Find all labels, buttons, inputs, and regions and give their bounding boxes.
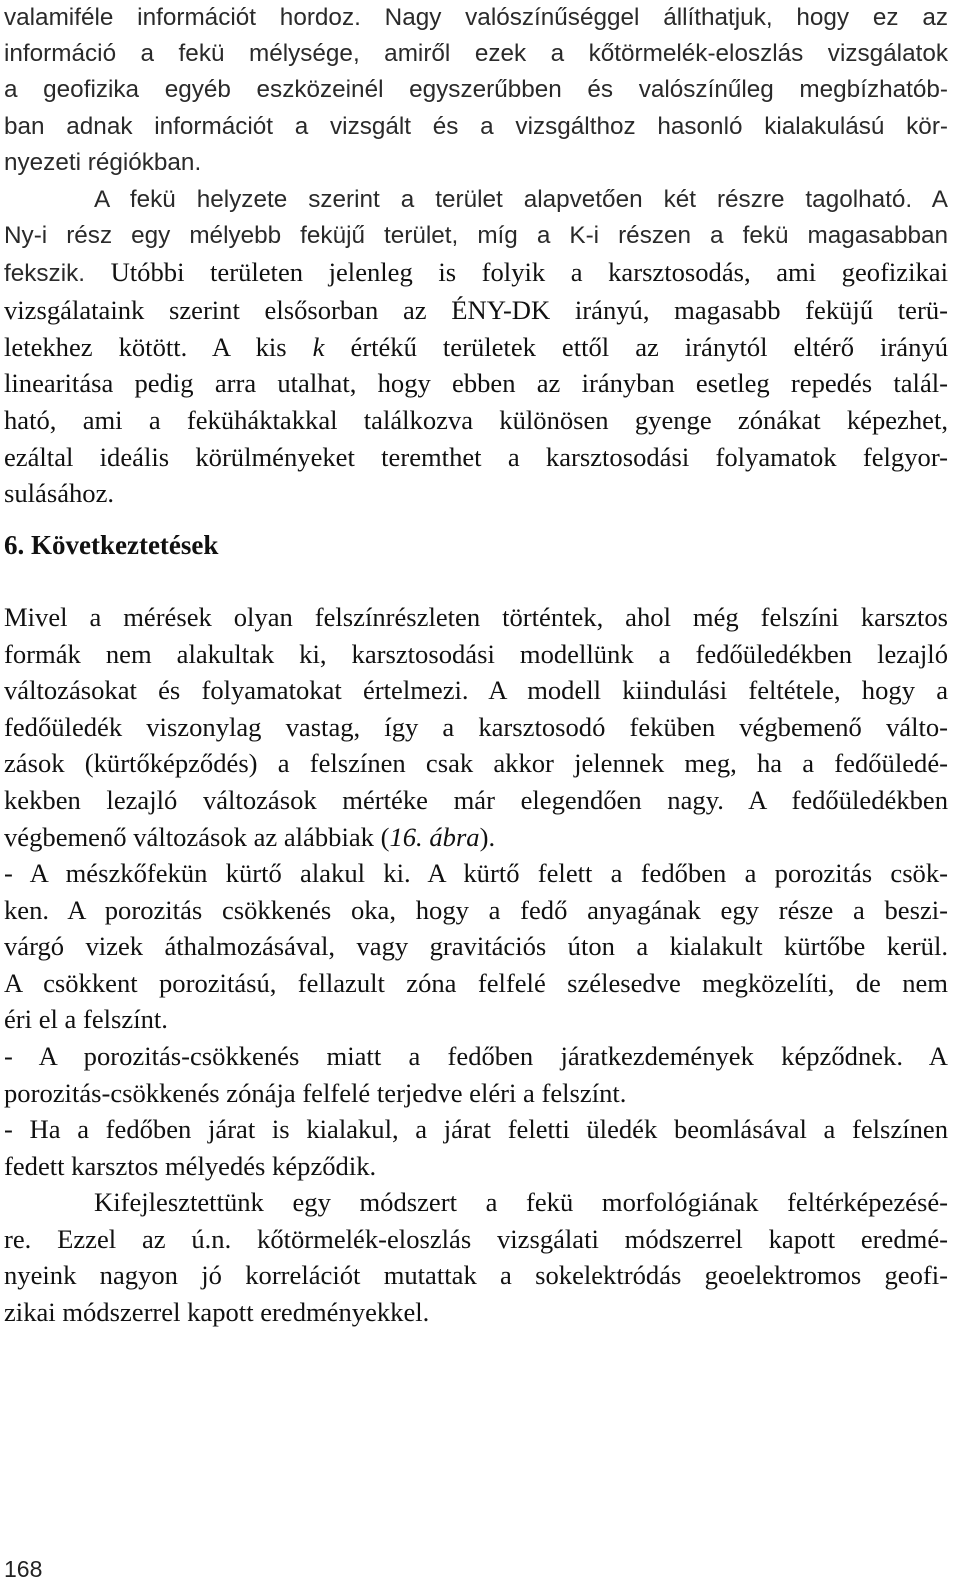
text-line: valamiféle információt hordoz. Nagy valószínűséggel állíthatjuk, hogy ez az [4,4,948,31]
text-line: formák nem alakultak ki, karsztosodási modellünk a fedőüledékben lezajló [4,638,948,669]
text-line: vizsgálataink szerint elsősorban az ÉNY-DK irányú, magasabb feküjű terü- [4,295,948,326]
text-line: a geofizika egyéb eszközeinél egyszerűbben és valószínűleg megbízhatób- [4,76,948,104]
text-line: Ny-i rész egy mélyebb feküjű terület, míg a K-i részen a fekü magasabban [4,222,948,250]
text-line: A csökkent porozitású, fellazult zóna felfelé szélesedve megközelíti, de nem [4,967,948,998]
text-span: végbemenő változások az alábbiak ( [4,821,390,852]
text-line: ható, ami a feküháktakkal találkozva különösen gyenge zónákat képezhet, [4,404,948,435]
paragraph-intro [4,0,948,181]
text-line: - A mészkőfekün kürtő alakul ki. A kürtő felett a fedőben a porozitás csök- [4,858,948,888]
section-heading: 6. Következtetések [4,530,219,560]
text-line: várgó vizek áthalmozásával, vagy gravitációs úton a kialakult kürtőbe kerül. [4,931,948,962]
text-line: fedőüledék viszonylag vastag, így a karsztosodó feküben végbemenő válto- [4,711,948,742]
text-line: ken. A porozitás csökkenés oka, hogy a fedő anyagának egy része a beszi- [4,894,948,925]
text-line: sulásához. [4,478,115,509]
text-line: ban adnak információt a vizsgált és a vizsgálthoz hasonló kialakulású kör- [4,112,948,140]
text-line: porozitás-csökkenés zónája felfelé terjedve eléri a felszínt. [4,1077,627,1108]
text-line: fedett karsztos mélyedés képződik. [4,1150,377,1181]
text-span: ). [479,821,496,852]
text-line: A fekü helyzete szerint a terület alapvetően két részre tagolható. A [94,186,948,213]
paragraph-fekue-helyzete [4,182,948,254]
page-number: 168 [4,1556,43,1582]
paragraph-method [4,1184,948,1330]
text-line [4,329,948,366]
list-item-jarat [4,1111,948,1184]
text-line: kekben lezajló változások mértéke már elegendően nagy. A fedőüledékben [4,784,948,815]
text-line: nyezeti régiókban. [4,148,202,176]
list-item-kurto [4,855,948,1038]
text-line: éri el a felszínt. [4,1004,168,1035]
text-line [4,254,948,292]
text-line [4,819,948,856]
text-line: zikai módszerrel kapott eredményekkel. [4,1296,430,1327]
text-line: információ a fekü mélysége, amiről ezek a kőtörmelék-eloszlás vizsgálatok [4,40,948,68]
text-line: - Ha a fedőben járat is kialakul, a járat feletti üledék beomlásával a felszínen [4,1114,948,1144]
text-span: Utóbbi területen jelenleg is folyik a karsztosodás, ami geofizikai [85,257,948,287]
variable-k: k [312,331,325,362]
text-span: letekhez kötött. [4,331,188,362]
text-line: nyeink nagyon jó korrelációt mutattak a sokelektródás geoelektromos geofi- [4,1260,948,1291]
text-span: fekszik. [4,260,86,287]
text-line: zások (kürtőképződés) a felszínen csak akkor jelennek meg, ha a fedőüledé- [4,748,948,779]
text-line: Mivel a mérések olyan felszínrészleten történtek, ahol még felszíni karsztos [4,602,948,632]
paragraph-conclusions [4,599,948,855]
text-line: Kifejlesztettünk egy módszert a fekü morfológiának feltérképezésé- [94,1187,948,1217]
text-line: re. Ezzel az ú.n. kőtörmelék-eloszlás vizsgálati módszerrel kapott eredmé- [4,1223,948,1254]
figure-reference: 16. ábra [389,821,480,852]
text-line: ezáltal ideális körülményeket teremthet a karsztosodási folyamatok felgyor- [4,441,948,472]
paragraph-karsztosodas [4,254,948,512]
text-span: értékű területek ettől az iránytól eltérő irányú [324,331,948,362]
text-line: linearitása pedig arra utalhat, hogy ebben az irányban esetleg repedés talál- [4,368,948,399]
text-span: A kis [187,331,313,362]
text-line: - A porozitás-csökkenés miatt a fedőben járatkezdemények képződnek. A [4,1041,948,1071]
list-item-porozitas [4,1038,948,1111]
text-line: változásokat és folyamatokat értelmezi. A modell kiindulási feltétele, hogy a [4,675,948,706]
